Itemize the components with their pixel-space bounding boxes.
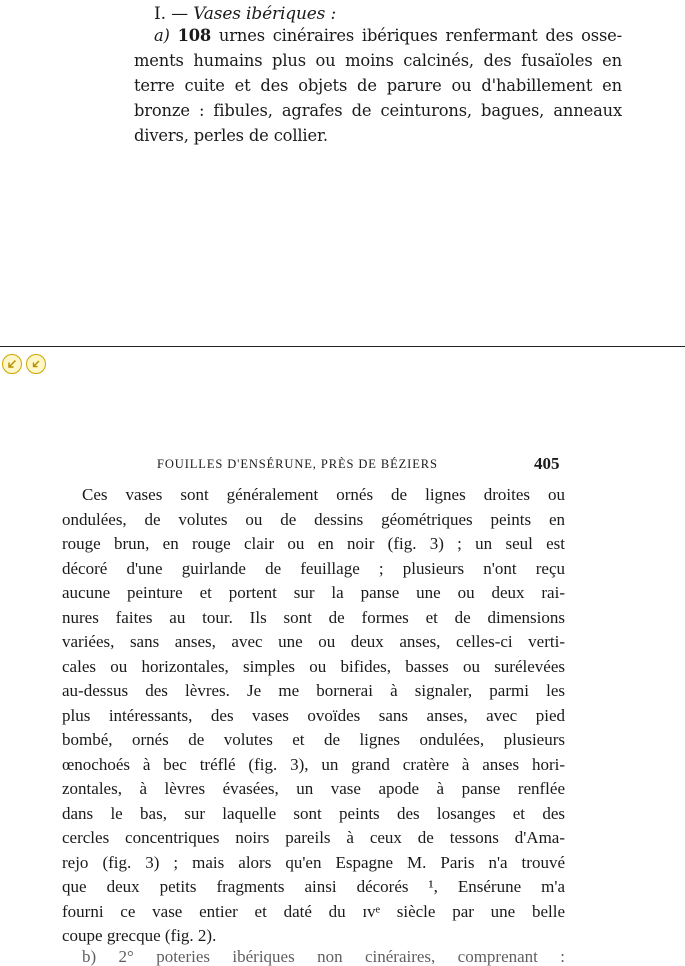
- page-number: 405: [534, 454, 560, 473]
- page-divider: [0, 346, 685, 347]
- body-line: fourni ce vase entier et daté du ɪvᵉ siècle par une belle: [62, 902, 565, 921]
- lower-page: [0, 440, 685, 966]
- body-line-cut-off: b) 2° poteries ibériques non cinéraires, comprenant :: [82, 947, 565, 966]
- arrow-down-left-icon: [30, 358, 42, 370]
- body-line: cales ou horizontales, simples ou bifides, basses ou surélevées: [62, 657, 565, 676]
- item-letter: a): [154, 26, 170, 45]
- body-line: au-dessus des lèvres. Je me bornerai à signaler, parmi les: [62, 681, 565, 700]
- paragraph-line: urnes cinéraires ibériques renfermant des osse-: [218, 26, 622, 45]
- paragraph-line: divers, perles de collier.: [134, 126, 328, 145]
- body-line: nures faites au tour. Ils sont de formes et de dimensions: [62, 608, 565, 627]
- body-line: rouge brun, en rouge clair ou en noir (fig. 3) ; un seul est: [62, 534, 565, 553]
- body-line: que deux petits fragments ainsi décorés ¹, Ensérune m'a: [62, 877, 565, 896]
- running-head: FOUILLES D'ENSÉRUNE, PRÈS DE BÉZIERS: [157, 457, 438, 471]
- paragraph-line: ments humains plus ou moins calcinés, des fusaïoles en: [134, 51, 622, 70]
- heading-title: Vases ibériques :: [193, 4, 337, 24]
- body-line: aucune peinture et portent sur la panse une ou deux rai-: [62, 583, 565, 602]
- body-line: plus intéressants, des vases ovoïdes sans anses, avec pied: [62, 706, 565, 725]
- body-line: œnochoés à bec tréflé (fig. 3), un grand cratère à anses hori-: [62, 755, 565, 774]
- paragraph-line: bronze : fibules, agrafes de ceinturons, bagues, anneaux: [134, 101, 622, 120]
- body-line: décoré d'une guirlande de feuillage ; plusieurs n'ont reçu: [62, 559, 565, 578]
- heading-prefix: I. —: [154, 4, 194, 24]
- body-line: ondulées, de volutes ou de dessins géométriques peints en: [62, 510, 565, 529]
- item-number: 108: [177, 26, 212, 45]
- next-page-button[interactable]: [26, 354, 46, 374]
- body-line: dans le bas, sur laquelle sont peints des losanges et des: [62, 804, 565, 823]
- body-line: zontales, à lèvres évasées, un vase apode à panse renflée: [62, 779, 565, 798]
- section-heading: [154, 6, 336, 23]
- body-line: Ces vases sont généralement ornés de lignes droites ou: [82, 485, 565, 504]
- body-line: coupe grecque (fig. 2).: [62, 926, 217, 945]
- item-line-1: [154, 28, 622, 44]
- upper-page-fragment: [0, 0, 685, 330]
- body-line: variées, sans anses, avec une ou deux anses, celles-ci verti-: [62, 632, 565, 651]
- arrow-down-left-icon: [6, 358, 18, 370]
- body-line: bombé, ornés de volutes et de lignes ondulées, plusieurs: [62, 730, 565, 749]
- paragraph-line: terre cuite et des objets de parure ou d'habillement en: [134, 76, 622, 95]
- prev-page-button[interactable]: [2, 354, 22, 374]
- body-line: rejo (fig. 3) ; mais alors qu'en Espagne M. Paris n'a trouvé: [62, 853, 565, 872]
- body-line: cercles concentriques noirs pareils à ceux de tessons d'Ama-: [62, 828, 565, 847]
